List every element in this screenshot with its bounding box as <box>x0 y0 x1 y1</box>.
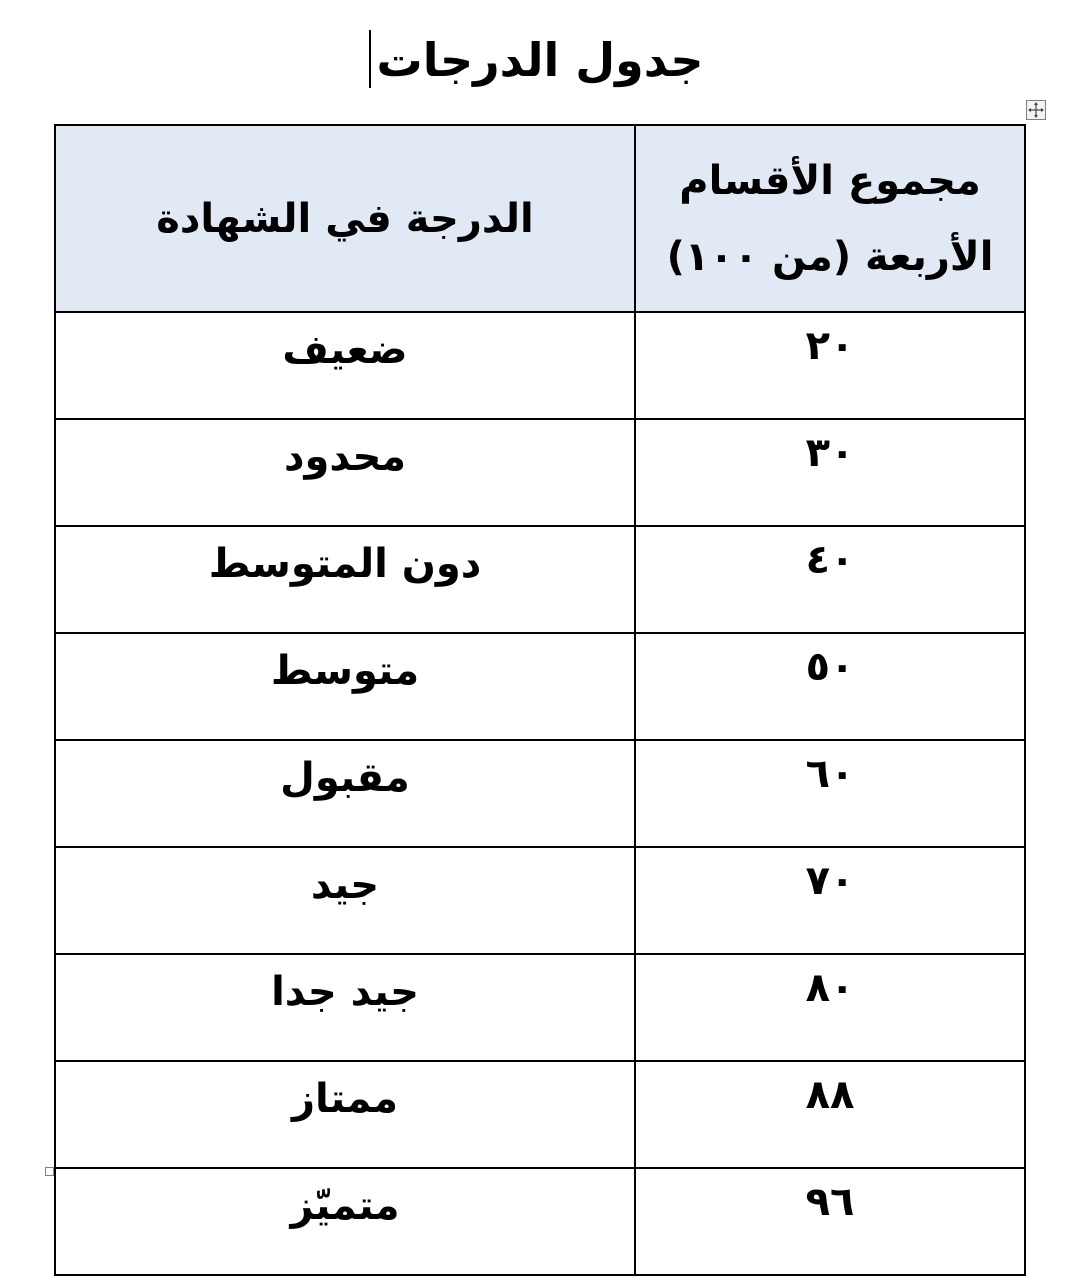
score-cell[interactable]: ٤٠ <box>635 526 1025 633</box>
title-wrapper <box>377 28 704 92</box>
table-row <box>55 847 1025 954</box>
grades-table <box>54 124 1026 1276</box>
grade-cell[interactable]: جيد جدا <box>55 954 635 1061</box>
table-row <box>55 526 1025 633</box>
score-cell[interactable]: ٨٠ <box>635 954 1025 1061</box>
table-row <box>55 419 1025 526</box>
move-icon[interactable] <box>1026 100 1046 120</box>
grade-cell[interactable]: مقبول <box>55 740 635 847</box>
score-cell[interactable]: ٥٠ <box>635 633 1025 740</box>
table-row <box>55 740 1025 847</box>
grade-cell[interactable]: دون المتوسط <box>55 526 635 633</box>
grade-cell[interactable]: متميّز <box>55 1168 635 1275</box>
table-row <box>55 633 1025 740</box>
table-body <box>55 312 1025 1275</box>
score-cell[interactable]: ٩٦ <box>635 1168 1025 1275</box>
score-cell[interactable]: ٢٠ <box>635 312 1025 419</box>
score-cell[interactable]: ٨٨ <box>635 1061 1025 1168</box>
table-row <box>55 1061 1025 1168</box>
resize-handle-icon[interactable] <box>45 1167 54 1176</box>
score-cell[interactable]: ٦٠ <box>635 740 1025 847</box>
grade-cell[interactable]: ممتاز <box>55 1061 635 1168</box>
score-cell[interactable]: ٧٠ <box>635 847 1025 954</box>
text-cursor <box>369 30 371 88</box>
table-row <box>55 312 1025 419</box>
table-row <box>55 954 1025 1061</box>
grade-cell[interactable]: متوسط <box>55 633 635 740</box>
grade-cell[interactable]: محدود <box>55 419 635 526</box>
table-row <box>55 1168 1025 1275</box>
header-score[interactable]: مجموع الأقسام الأربعة (من ١٠٠) <box>635 125 1025 312</box>
table-header-row <box>55 125 1025 312</box>
header-grade[interactable]: الدرجة في الشهادة <box>55 125 635 312</box>
grade-cell[interactable]: ضعيف <box>55 312 635 419</box>
document-title-line <box>0 28 1080 92</box>
page-title[interactable]: جدول الدرجات <box>376 33 704 87</box>
grade-cell[interactable]: جيد <box>55 847 635 954</box>
score-cell[interactable]: ٣٠ <box>635 419 1025 526</box>
